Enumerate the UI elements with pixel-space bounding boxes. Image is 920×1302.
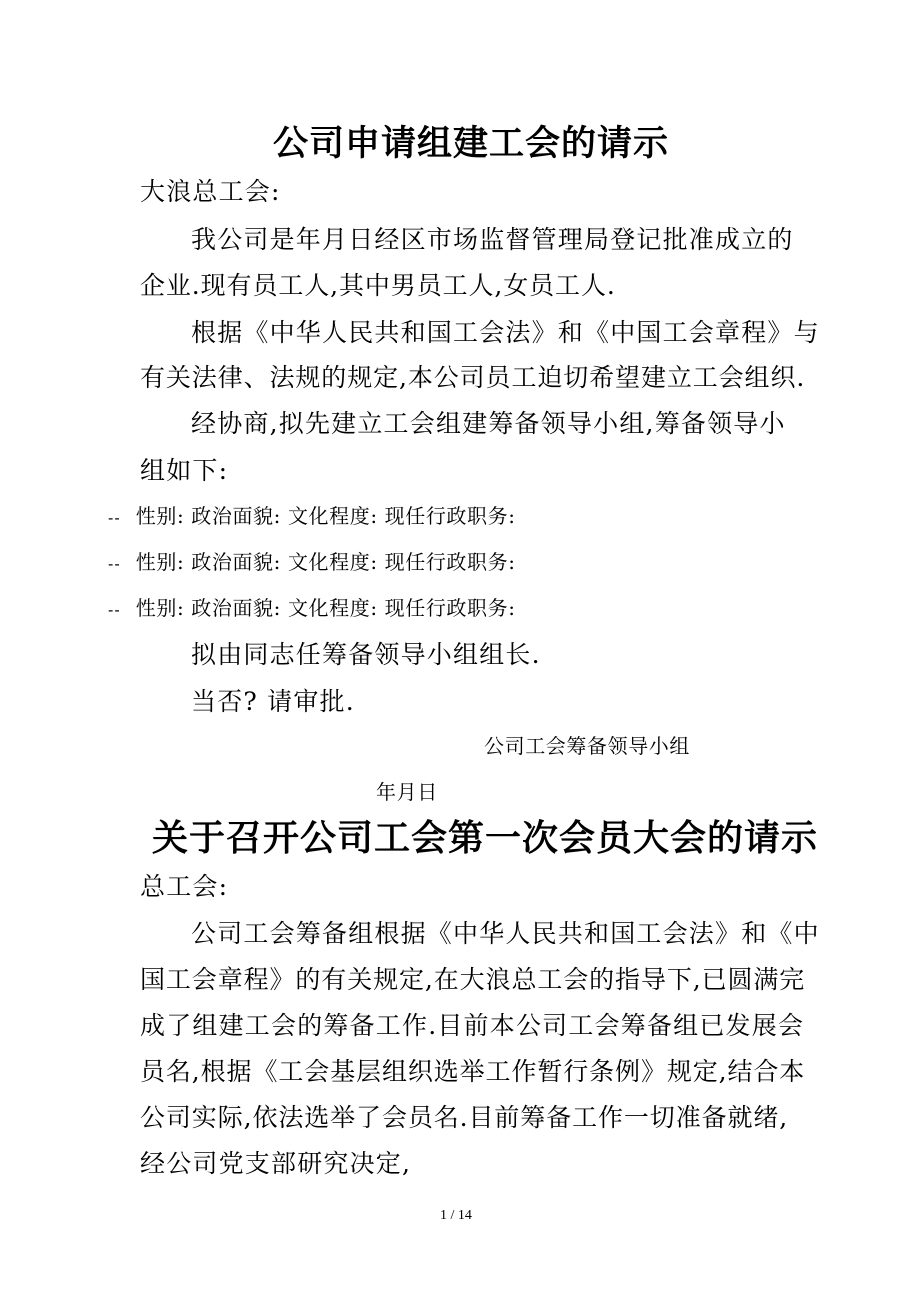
- doc2-paragraph-line: 成了组建工会的筹备工作.目前本公司工会筹备组已发展会: [140, 1011, 805, 1040]
- doc2-paragraph-line: 经公司党支部研究决定,: [140, 1149, 412, 1178]
- doc1-request-line: 当否? 请审批.: [191, 687, 355, 716]
- doc1-signature: 公司工会筹备领导小组: [484, 734, 690, 758]
- doc2-paragraph-line: 公司工会筹备组根据《中华人民共和国工会法》和《中: [191, 919, 820, 948]
- member-fields: 性别: 政治面貌: 文化程度: 现任行政职务:: [135, 504, 516, 528]
- doc1-salutation: 大浪总工会:: [140, 177, 281, 206]
- doc2-paragraph-line: 员名,根据《工会基层组织选举工作暂行条例》规定,结合本: [140, 1057, 806, 1086]
- member-row: [108, 546, 516, 575]
- doc2-title: 关于召开公司工会第一次会员大会的请示: [152, 817, 819, 859]
- bullet-dash: --: [108, 556, 121, 573]
- doc2-paragraph-line: 公司实际,依法选举了会员名.目前筹备工作一切准备就绪,: [140, 1103, 789, 1132]
- member-fields: 性别: 政治面貌: 文化程度: 现任行政职务:: [135, 596, 516, 620]
- bullet-dash: --: [108, 602, 121, 619]
- doc1-paragraph-3-line-1: 经协商,拟先建立工会组建筹备领导小组,筹备领导小: [191, 409, 786, 438]
- doc1-date: 年月日: [376, 780, 438, 804]
- member-row: [108, 592, 516, 621]
- bullet-dash: --: [108, 510, 121, 527]
- doc1-paragraph-1-line-1: 我公司是年月日经区市场监督管理局登记批准成立的: [191, 225, 794, 254]
- page-number: 1 / 14: [440, 1208, 472, 1223]
- member-fields: 性别: 政治面貌: 文化程度: 现任行政职务:: [135, 550, 516, 574]
- doc2-salutation: 总工会:: [140, 872, 229, 901]
- doc1-title: 公司申请组建工会的请示: [273, 123, 670, 164]
- doc1-paragraph-2-line-2: 有关法律、法规的规定,本公司员工迫切希望建立工会组织.: [140, 363, 806, 392]
- doc1-paragraph-3-line-2: 组如下:: [140, 456, 229, 485]
- doc2-paragraph-line: 国工会章程》的有关规定,在大浪总工会的指导下,已圆满完: [140, 965, 806, 994]
- doc1-paragraph-1-line-2: 企业.现有员工人,其中男员工人,女员工人.: [140, 271, 616, 300]
- doc1-paragraph-2-line-1: 根据《中华人民共和国工会法》和《中国工会章程》与: [191, 318, 820, 347]
- doc1-leader-line: 拟由同志任筹备领导小组组长.: [191, 640, 541, 669]
- member-row: [108, 500, 516, 529]
